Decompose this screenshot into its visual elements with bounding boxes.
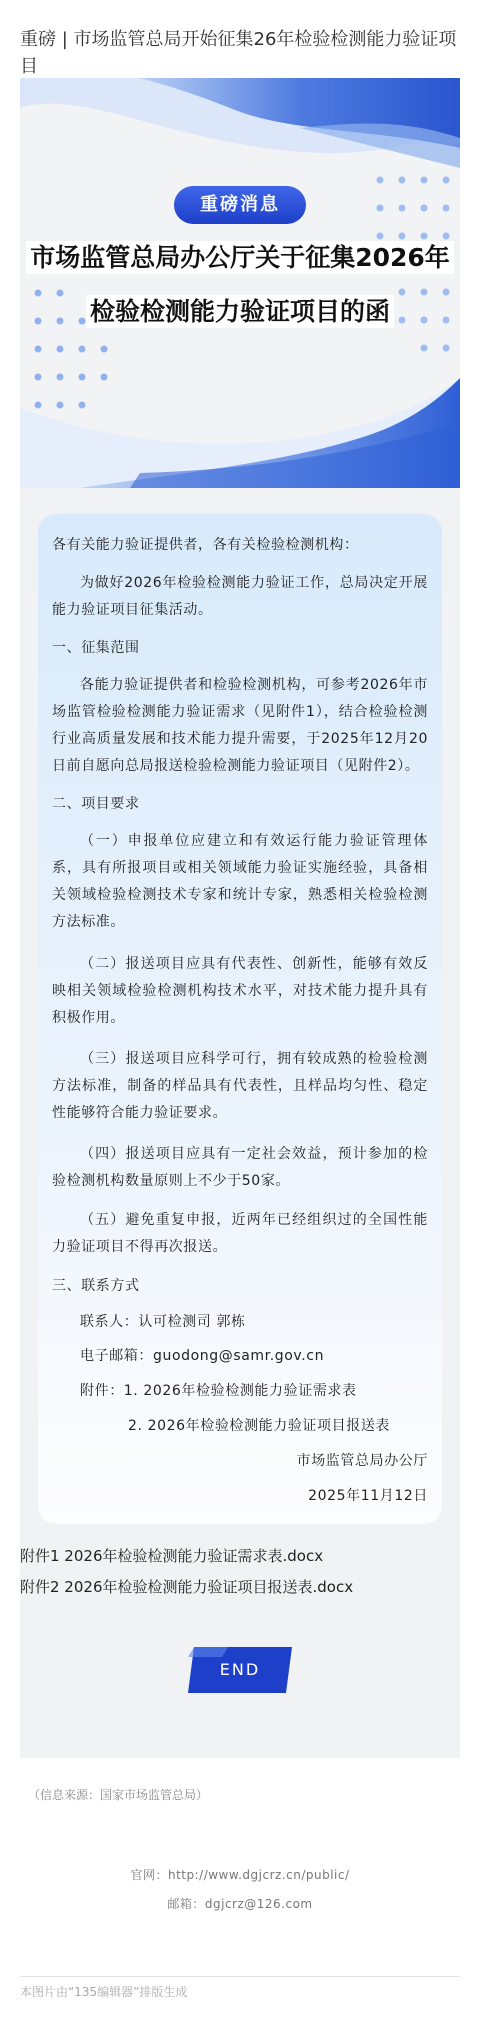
contact-email: 电子邮箱：guodong@samr.gov.cn xyxy=(80,1348,325,1364)
section-2-heading: 二、项目要求 xyxy=(52,796,140,812)
generator-note: 本图片由“135编辑器”排版生成 xyxy=(20,1985,188,1999)
contact-person: 联系人：认可检测司 郭栋 xyxy=(80,1314,246,1330)
section-2-item-3: （三）报送项目应科学可行，拥有较成熟的检验检测方法标准，制备的样品具有代表性，且样品均匀性、稳定性能够符合能力验证要求。 xyxy=(52,1051,428,1121)
section-3-heading: 三、联系方式 xyxy=(52,1278,140,1294)
attachment-link-2[interactable]: 附件2 2026年检验检测能力验证项目报送表.docx xyxy=(20,1578,354,1596)
section-2-item-5: （五）避免重复申报，近两年已经组织过的全国性能力验证项目不得再次报送。 xyxy=(52,1212,428,1255)
headline-text-2: 检验检测能力验证项目的函 xyxy=(86,295,394,328)
headline-line-1 xyxy=(20,238,460,274)
letter-date: 2025年11月12日 xyxy=(308,1488,428,1504)
attachment-list-1: 附件：1. 2026年检验检测能力验证需求表 xyxy=(80,1383,357,1399)
headline-line-2 xyxy=(20,292,460,328)
section-2-item-2: （二）报送项目应具有代表性、创新性，能够有效反映相关领域检验检测机构技术水平，对技术能力提升具有积极作用。 xyxy=(52,956,428,1026)
section-1-heading: 一、征集范围 xyxy=(52,640,140,656)
banner-decoration xyxy=(20,78,460,488)
salutation: 各有关能力验证提供者，各有关检验检测机构： xyxy=(52,537,359,553)
footer-mail: 邮箱：dgjcrz@126.com xyxy=(167,1897,313,1911)
attachment-link-1[interactable]: 附件1 2026年检验检测能力验证需求表.docx xyxy=(20,1547,324,1565)
banner xyxy=(20,78,460,488)
page-title: 重磅 | 市场监管总局开始征集26年检验检测能力验证项目 xyxy=(20,29,457,77)
footer-website: 官网：http://www.dgjcrz.cn/public/ xyxy=(130,1868,350,1882)
footer-divider xyxy=(20,1976,460,1977)
end-marker xyxy=(188,1647,292,1693)
intro-paragraph: 为做好2026年检验检测能力验证工作，总局决定开展能力验证项目征集活动。 xyxy=(52,575,428,618)
signature: 市场监管总局办公厅 xyxy=(296,1453,428,1469)
headline-text-1: 市场监管总局办公厅关于征集2026年 xyxy=(26,241,454,274)
attachment-list-2: 2. 2026年检验检测能力验证项目报送表 xyxy=(128,1418,391,1434)
section-2-item-4: （四）报送项目应具有一定社会效益，预计参加的检验检测机构数量原则上不少于50家。 xyxy=(52,1146,428,1189)
section-2-item-1: （一）申报单位应建立和有效运行能力验证管理体系，具有所报项目或相关领域能力验证实施经验，具备相关领域检验检测技术专家和统计专家，熟悉相关检验检测方法标准。 xyxy=(52,833,428,930)
headline-badge: 重磅消息 xyxy=(174,186,306,224)
letter-card xyxy=(38,514,442,1524)
section-1-body: 各能力验证提供者和检验检测机构，可参考2026年市场监管检验检测能力验证需求（见附件1），结合检验检测行业高质量发展和技术能力提升需要，于2025年12月20日前自愿向总局报送检验检测能力验证项目（见附件2）。 xyxy=(52,677,428,774)
end-label: END xyxy=(219,1660,261,1679)
article-body xyxy=(20,78,460,1758)
source-note: （信息来源：国家市场监管总局） xyxy=(28,1788,209,1802)
